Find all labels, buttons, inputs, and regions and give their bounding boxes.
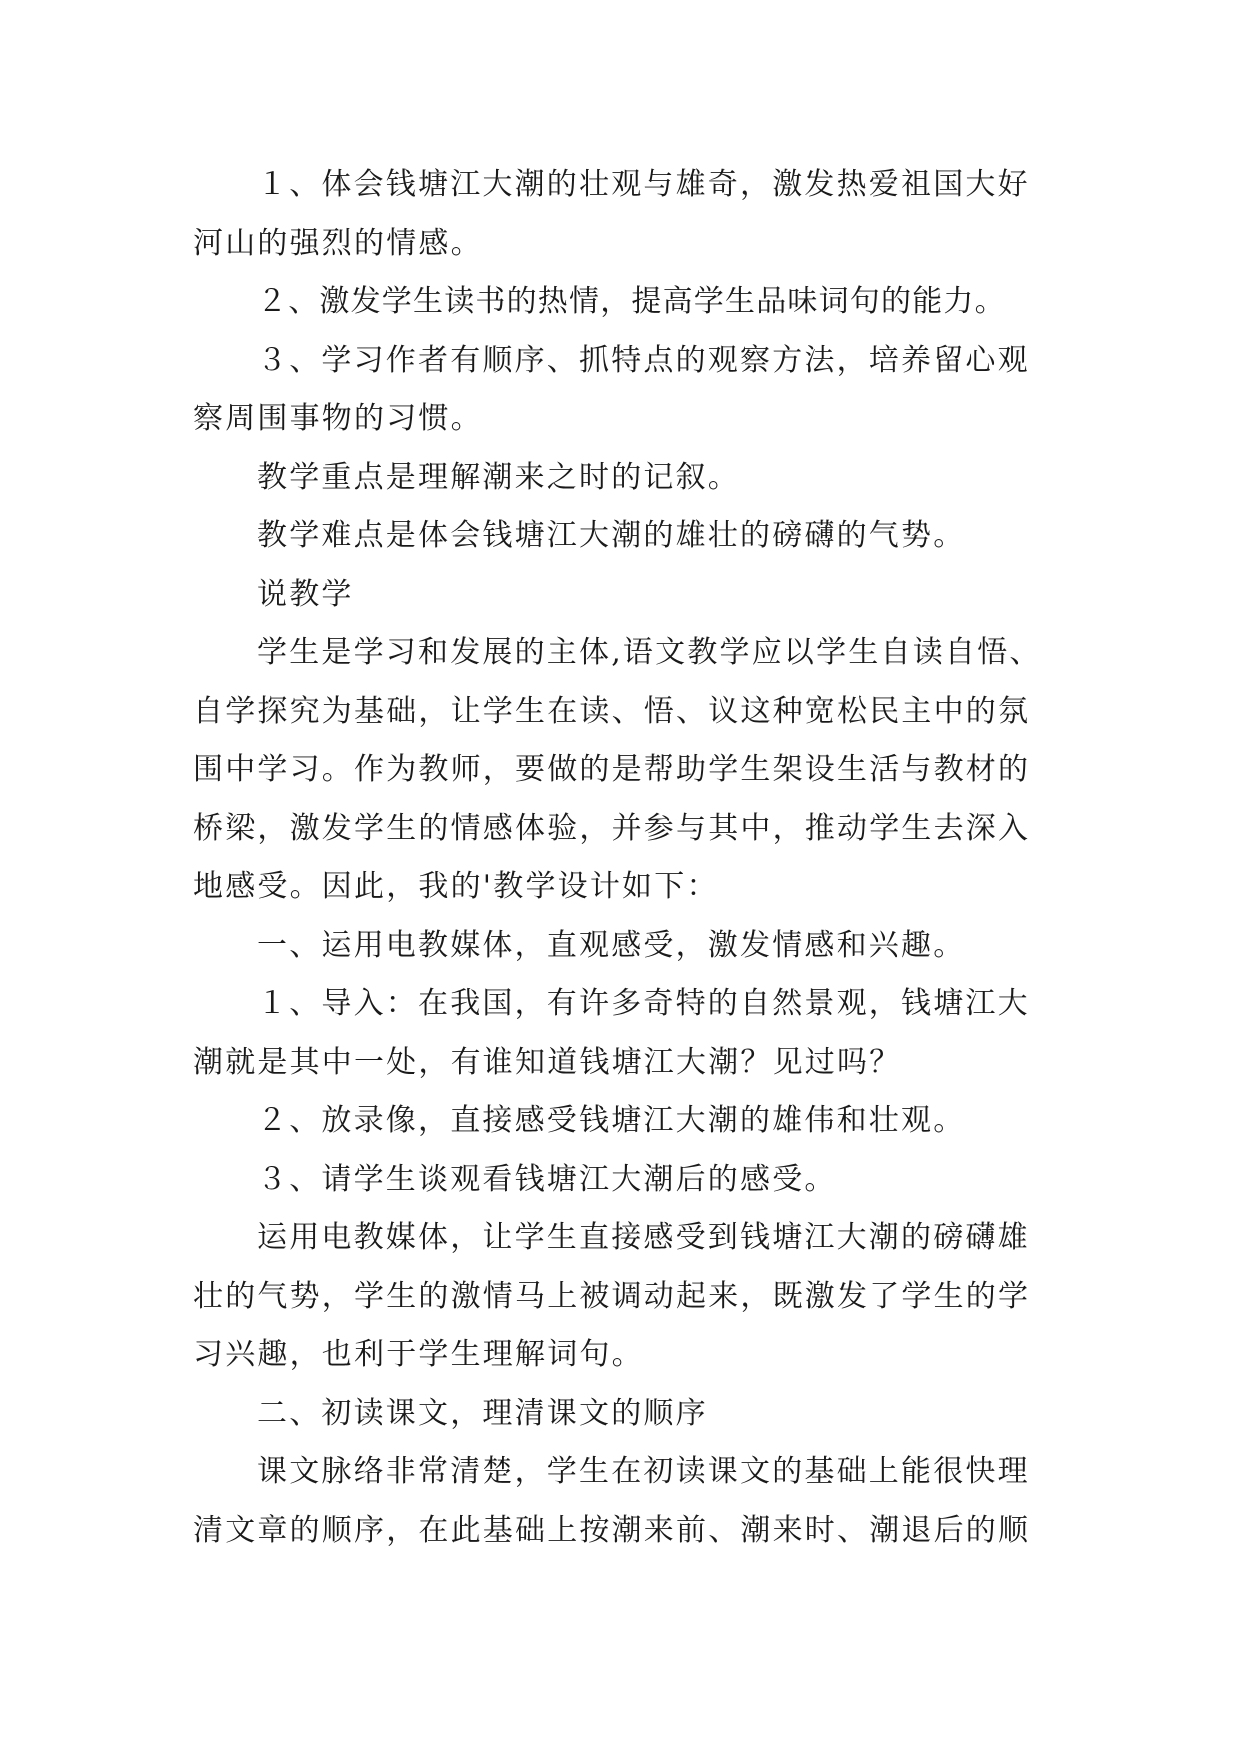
step-2-paragraph: 课文脉络非常清楚，学生在初读课文的基础上能很快理清文章的顺序，在此基础上按潮来前、潮来时、潮退后的顺 (193, 1454, 1031, 1548)
step-1-heading: 一、运用电教媒体，直观感受，激发情感和兴趣。 (257, 927, 966, 963)
teaching-focus-paragraph: 教学重点是理解潮来之时的记叙。 (257, 459, 740, 495)
step-1-item-3: ３、请学生谈观看钱塘江大潮后的感受。 (257, 1161, 837, 1197)
document-body (193, 156, 1053, 1560)
objective-3-paragraph: ３、学习作者有顺序、抓特点的观察方法，培养留心观察周围事物的习惯。 (193, 342, 1030, 436)
teaching-difficulty-paragraph: 教学难点是体会钱塘江大潮的雄壮的磅礴的气势。 (257, 518, 966, 553)
step-1-summary-paragraph: 运用电教媒体，让学生直接感受到钱塘江大潮的磅礴雄壮的气势，学生的激情马上被调动起来，既激发了学生的学习兴趣，也利于学生理解词句。 (193, 1220, 1031, 1372)
objective-2-paragraph: ２、激发学生读书的热情，提高学生品味词句的能力。 (257, 284, 1006, 319)
step-2-heading: 二、初读课文，理清课文的顺序 (257, 1395, 708, 1431)
teaching-philosophy-paragraph: 学生是学习和发展的主体,语文教学应以学生自读自悟、自学探究为基础，让学生在读、悟、议这种宽松民主中的氛围中学习。作为教师，要做的是帮助学生架设生活与教材的桥梁，激发学生的情感体验，并参与其中，推动学生去深入地感受。因此，我的'教学设计如下： (193, 635, 1042, 904)
objective-1-paragraph: １、体会钱塘江大潮的壮观与雄奇，激发热爱祖国大好河山的强烈的情感。 (193, 167, 1030, 261)
section-heading-teaching: 说教学 (257, 576, 354, 612)
step-1-item-2: ２、放录像，直接感受钱塘江大潮的雄伟和壮观。 (257, 1103, 966, 1138)
step-1-item-1: １、导入：在我国，有许多奇特的自然景观，钱塘江大潮就是其中一处，有谁知道钱塘江大潮？见过吗？ (193, 986, 1030, 1080)
